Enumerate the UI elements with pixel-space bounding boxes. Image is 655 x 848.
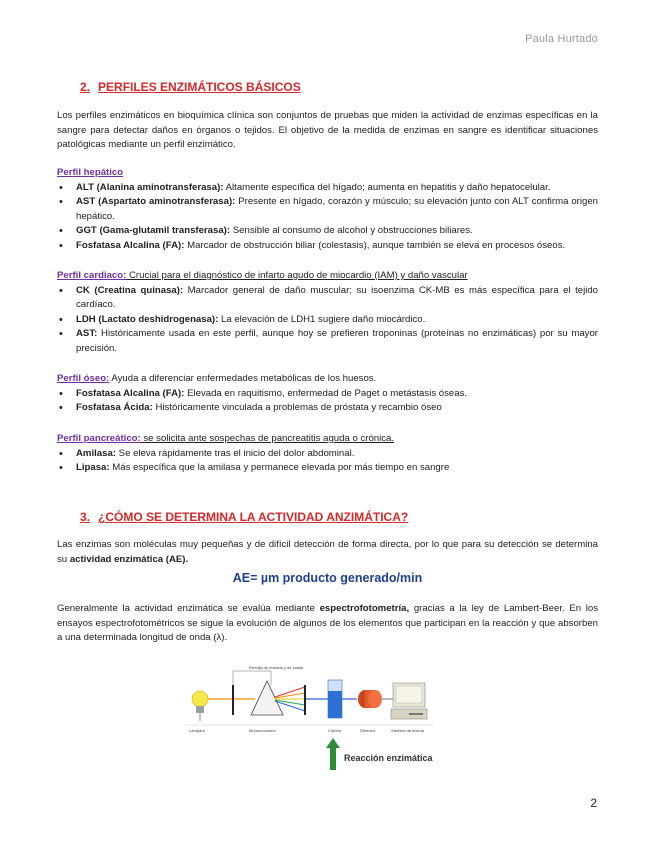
item-term: LDH (Lactato deshidrogenasa):	[76, 313, 219, 325]
item-text: Elevada en raquitismo, enfermedad de Paget o metástasis óseas.	[184, 387, 468, 399]
profile-bone-desc: Ayuda a diferenciar enfermedades metabólicas de los huesos.	[109, 373, 377, 384]
item-text: Históricamente vinculada a problemas de próstata y recambio óseo	[152, 402, 442, 414]
section-3-title-text: ¿CÓMO SE DETERMINA LA ACTIVIDAD ANZIMÁTICA?	[98, 510, 409, 524]
item-text: Se eleva rápidamente tras el inicio del dolor abdominal.	[116, 447, 355, 459]
item-term: Amilasa:	[76, 447, 116, 459]
list-item	[57, 387, 598, 402]
profile-pancreatic	[57, 432, 598, 476]
profile-pancreatic-list	[57, 447, 598, 476]
detector-icon	[358, 690, 382, 708]
list-item	[57, 313, 598, 328]
item-term: GGT (Gama-glutamil transferasa):	[76, 225, 231, 237]
list-item	[57, 239, 598, 254]
section-2-intro: Los perfiles enzimáticos en bioquímica clínica son conjuntos de pruebas que miden la actividad de enzimas específicas en la sangre para detectar daños en órganos o tejidos. El objetivo de la medida de enzimas en sangre es identificar situaciones patológicas mediante un perfil enzimático.	[57, 110, 598, 151]
list-item	[57, 461, 598, 476]
paragraph-text: Generalmente la actividad enzimática se evalúa mediante	[57, 603, 320, 614]
item-text: Históricamente usada en este perfil, aunque hoy se prefieren troponinas (proteínas no enzimáticas) por su mayor precisión.	[76, 328, 598, 354]
item-term: Lipasa:	[76, 462, 110, 474]
section-3-paragraph-1	[57, 538, 598, 567]
prism-icon	[251, 681, 283, 715]
profile-hepatic-label: Perfil hepático	[57, 167, 124, 178]
profile-pancreatic-heading	[57, 432, 598, 447]
up-arrow-icon	[326, 738, 340, 770]
profile-hepatic	[57, 166, 598, 254]
list-item	[57, 181, 598, 196]
cuvette-icon	[328, 680, 342, 718]
list-item	[57, 224, 598, 239]
section-2-number: 2.	[80, 80, 91, 94]
profile-bone-heading	[57, 372, 598, 387]
profile-cardiac-desc: Crucial para el diagnóstico de infarto agudo de miocardio (IAM) y daño vascular	[126, 270, 468, 281]
profile-hepatic-heading	[57, 166, 598, 181]
item-term: Fosfatasa Alcalina (FA):	[76, 239, 185, 251]
list-item	[57, 401, 598, 416]
profile-cardiac-list	[57, 284, 598, 357]
label-readout-system: Sistema de lectura	[391, 728, 425, 733]
label-detector: Detector	[360, 728, 376, 733]
list-item	[57, 284, 598, 313]
item-term: ALT (Alanina aminotransferasa):	[76, 181, 224, 193]
item-term: CK (Creatina quinasa):	[76, 284, 184, 296]
item-term: AST:	[76, 328, 98, 340]
enzymatic-reaction-label: Reacción enzimática	[344, 753, 433, 763]
readout-system-icon	[391, 683, 427, 719]
label-lamp: Lámpara	[189, 728, 205, 733]
section-2-title-text: PERFILES ENZIMÁTICOS BÁSICOS	[98, 80, 301, 94]
item-text: Presente en hígado, corazón y músculo; su elevación junto con ALT confirma origen hepático.	[76, 196, 598, 222]
profile-bone	[57, 372, 598, 416]
label-monochromator: Monocromador	[249, 728, 276, 733]
list-item	[57, 195, 598, 224]
profile-bone-list	[57, 387, 598, 416]
item-term: Fosfatasa Alcalina (FA):	[76, 387, 185, 399]
enzymatic-reaction-callout	[326, 738, 446, 772]
item-term: Fosfatasa Ácida:	[76, 402, 153, 414]
page-number: 2	[590, 796, 597, 810]
profile-pancreatic-desc: se solicita ante sospechas de pancreatitis aguda o crónica.	[140, 433, 395, 444]
profile-pancreatic-label: Perfil pancreático:	[57, 433, 141, 444]
paragraph-bold: actividad enzimática (AE).	[69, 553, 189, 565]
section-2-title	[80, 80, 301, 94]
paragraph-text: Las enzimas son moléculas muy pequeñas y de difícil detección de forma directa, por lo que para su detección se determina su	[57, 539, 598, 565]
item-term: AST (Aspartato aminotransferasa):	[76, 196, 236, 208]
paragraph-bold: espectrofotometría,	[319, 603, 410, 614]
slit-label: Rendija de entrada y de salida	[249, 665, 304, 670]
profile-hepatic-list	[57, 181, 598, 254]
profile-cardiac-heading	[57, 269, 598, 284]
exit-slit	[304, 685, 306, 715]
author-name: Paula Hurtado	[525, 33, 598, 45]
item-text: Marcador de obstrucción biliar (colestasis), aunque también se eleva en procesos óseos.	[184, 239, 566, 251]
profile-cardiac-label: Perfil cardiaco:	[57, 270, 127, 281]
item-text: Sensible al consumo de alcohol y obstrucciones biliares.	[230, 225, 473, 237]
item-text: La elevación de LDH1 sugiere daño miocárdico.	[218, 313, 426, 325]
spectrophotometer-diagram	[183, 663, 435, 737]
paragraph-text: gracias a la ley de Lambert-Beer. En los ensayos espectrofotométricos se sigue la evolución de algunos de los elementos que participan en la reacción y que absorben a una determinada longitud de onda (λ).	[57, 603, 598, 644]
lamp-icon	[192, 691, 208, 721]
section-3-title	[80, 510, 408, 524]
item-text: Más específica que la amilasa y permanece elevada por más tiempo en sangre	[109, 462, 450, 474]
activity-formula: AE= µm producto generado/min	[232, 571, 423, 585]
profile-cardiac	[57, 269, 598, 357]
item-text: Altamente específica del hígado; aumenta en hepatitis y daño hepatocelular.	[223, 181, 551, 193]
profile-bone-label: Perfil óseo:	[57, 373, 110, 384]
list-item	[57, 447, 598, 462]
entrance-slit	[232, 685, 234, 715]
label-cuvette: Cubeta	[328, 728, 341, 733]
list-item	[57, 327, 598, 356]
section-3-paragraph-2	[57, 602, 598, 646]
item-text: Marcador general de daño muscular; su isoenzima CK-MB es más específica para el tejido cardíaco.	[76, 284, 598, 311]
spectrophotometer-svg	[183, 663, 435, 737]
section-3-number: 3.	[80, 510, 91, 524]
